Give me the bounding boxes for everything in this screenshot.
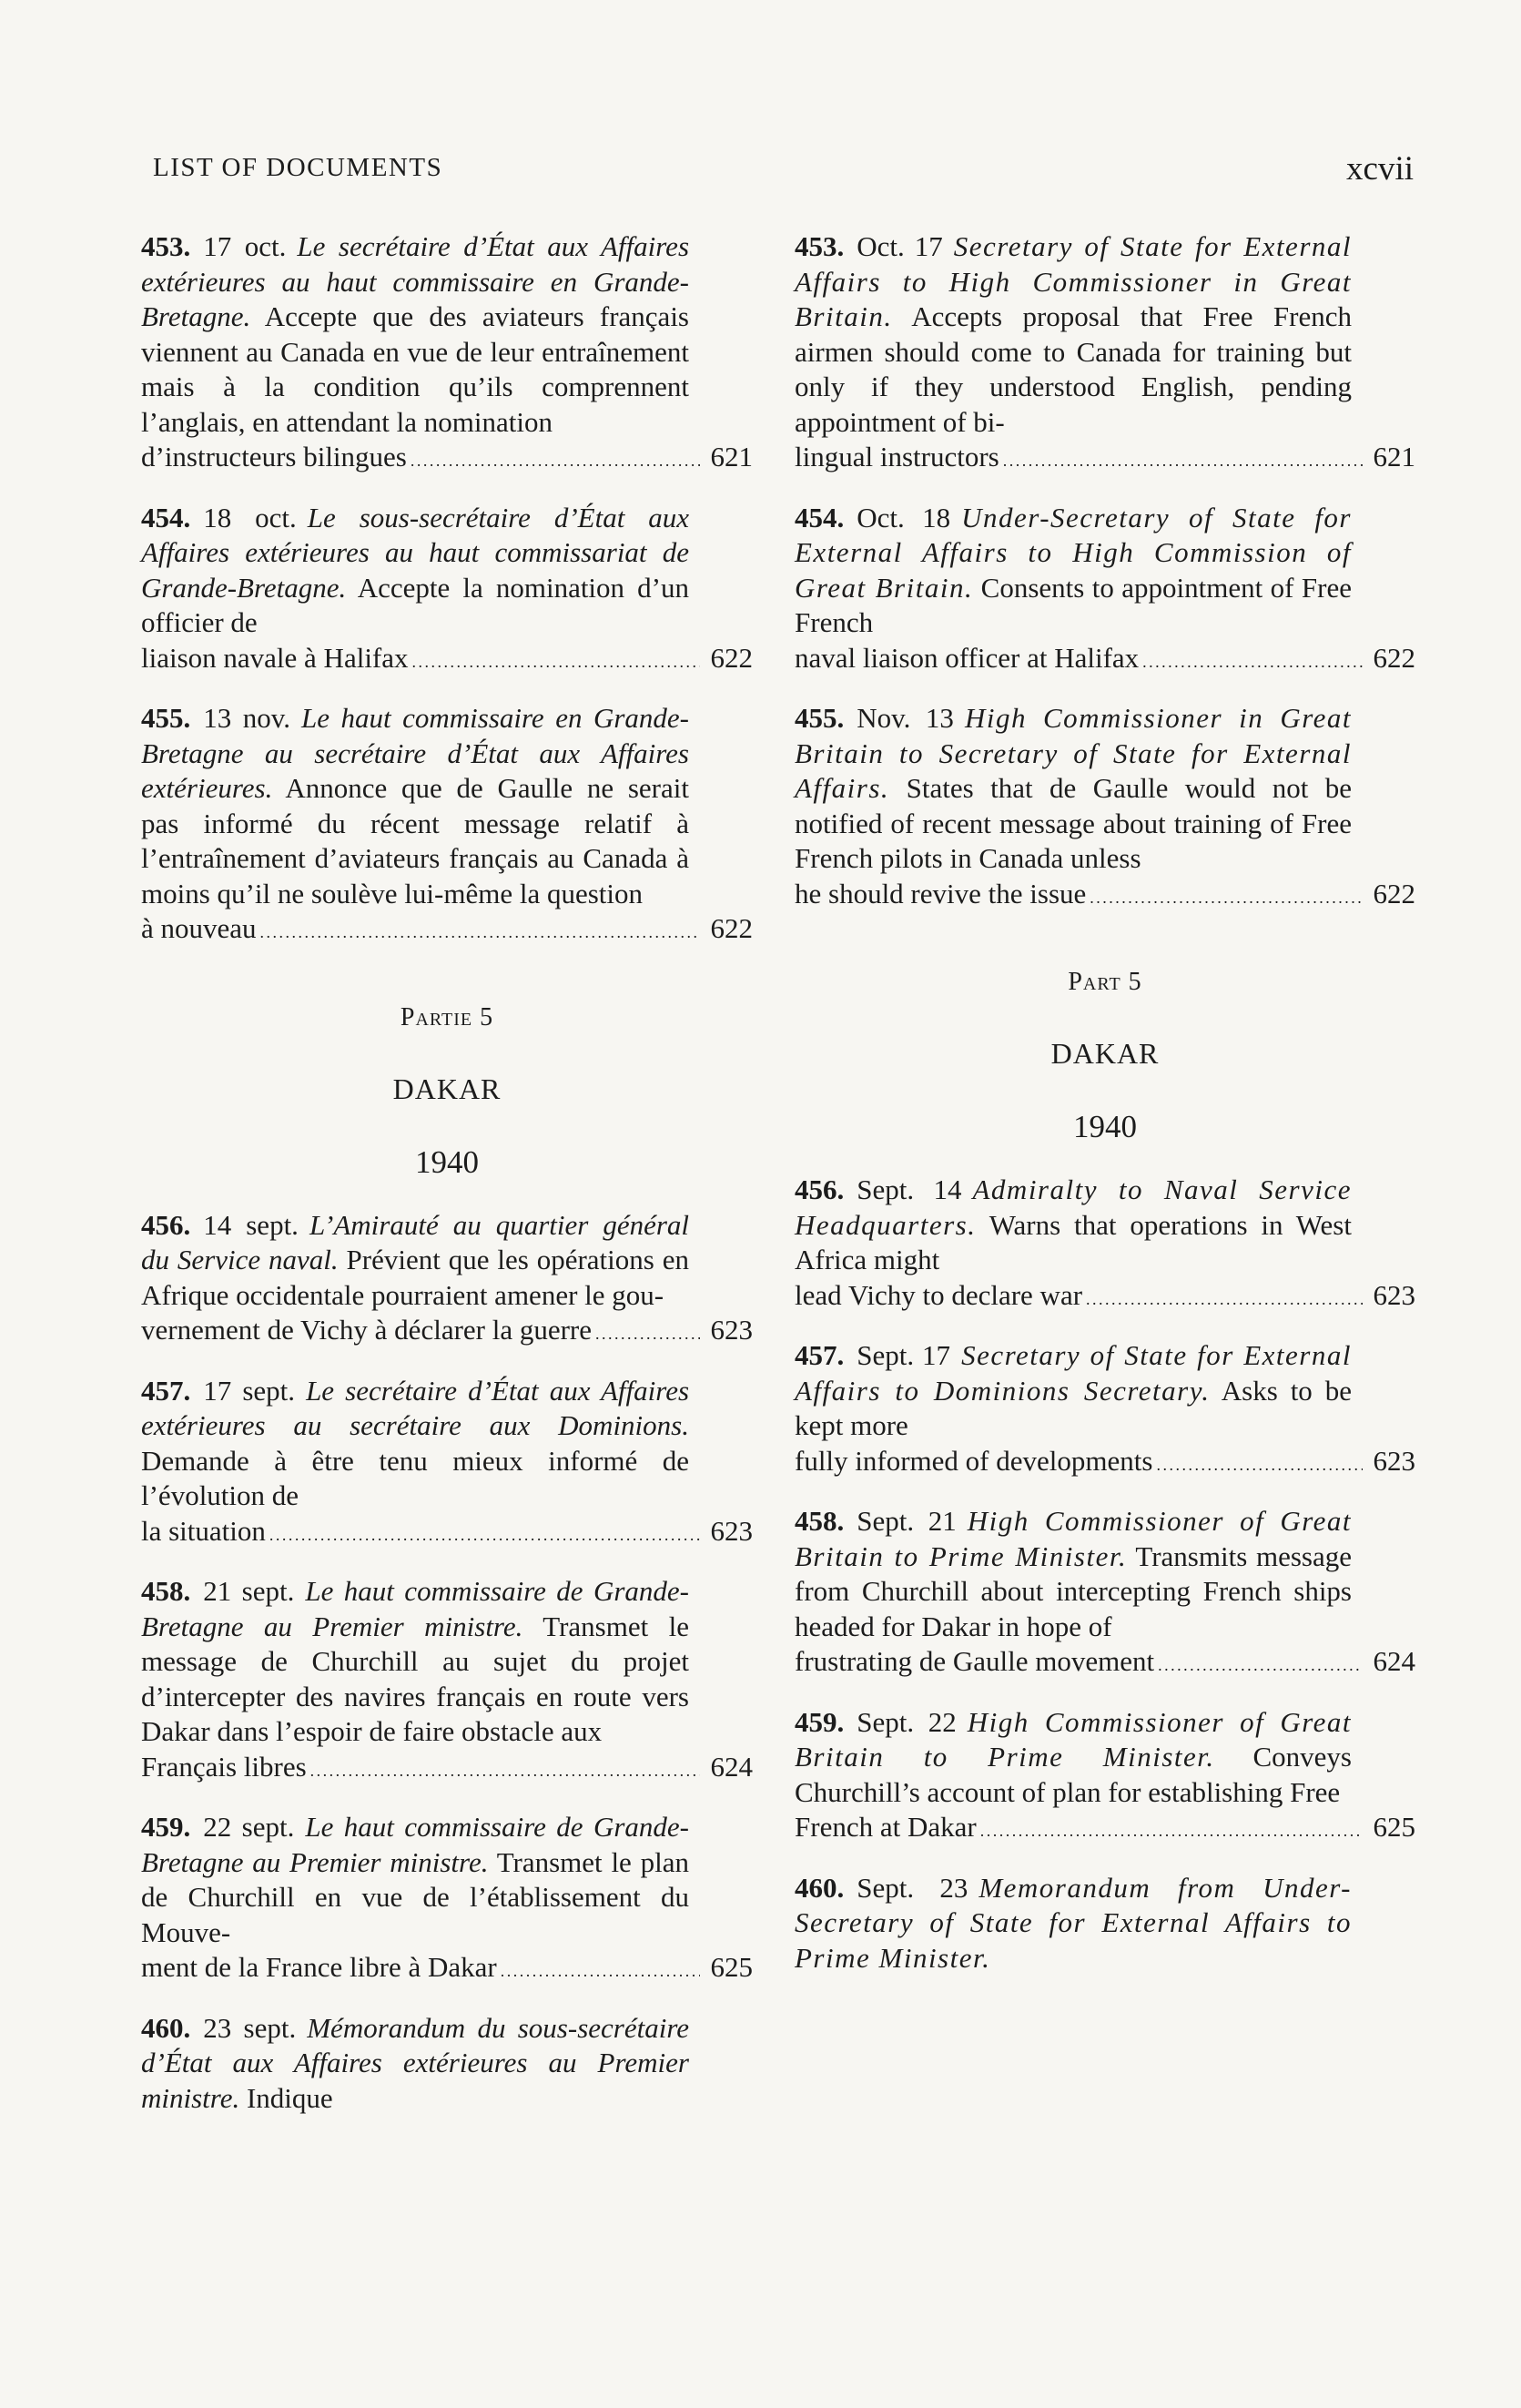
entry-number: 458. [141,1575,191,1607]
entry-summary-end: frustrating de Gaulle movement [795,1645,1155,1677]
entry-summary-end: la situation [141,1514,266,1547]
entry-date: 23 sept. [203,2011,297,2044]
entry-summary-end: vernement de Vichy à déclarer la guerre [141,1314,593,1346]
entry-summary: Transmet le message de Churchill au sujet du projet d’intercepter des navires français en route vers Dakar dans l’espoir de faire obstacle aux [141,1610,689,1747]
entry-number: 453. [141,230,191,262]
entry-number: 460. [141,2011,191,2044]
entry-addressee: Memorandum from Under-Secretary of State for External Affairs to Prime Minister. [795,1871,1352,1974]
entry-page-number: 622 [1373,641,1415,674]
entry-page-number: 623 [1373,1278,1415,1311]
leader-dots [411,440,700,479]
entry-summary: Accepts proposal that Free French airmen should come to Canada for training but only if they understood English, pending appointment of bi- [795,300,1352,438]
entry-last-line [795,1644,1415,1683]
document-entry [141,2011,753,2117]
entry-body [795,1871,1415,1976]
entry-number: 457. [795,1339,845,1371]
leader-dots [980,1810,1363,1849]
entry-body [141,1374,753,1514]
entry-summary: Annonce que de Gaulle ne serait pas informé du récent message relatif à l’entraînement d’aviateurs français au Canada à moins qu’il ne soulève lui-même la question [141,772,689,909]
entry-summary-end: liaison navale à Halifax [141,641,409,674]
entry-summary: Asks to be kept more [795,1374,1352,1441]
entry-body [141,1574,753,1750]
entry-addressee: Admiralty to Naval Service Headquarters. [795,1174,1352,1241]
entry-addressee: Secretary of State for External Affairs to High Commissioner in Great Britain. [795,230,1352,332]
entry-page-number: 623 [710,1514,753,1547]
entry-number: 455. [795,702,845,734]
entry-last-line [141,1313,753,1352]
part-title: DAKAR [1050,1037,1160,1070]
document-entry [795,1504,1415,1683]
entry-last-line [795,440,1415,479]
entry-addressee: Le haut commissaire de Grande-Bretagne au Premier ministre. [141,1575,690,1642]
leader-dots [412,641,700,680]
entry-summary-end: lead Vichy to declare war [795,1278,1083,1311]
entry-body [141,1208,753,1314]
leader-dots [1158,1644,1363,1683]
entry-date: Sept. 22 [857,1705,957,1738]
entry-summary: Consents to appointment of Free French [795,571,1353,638]
entry-number: 454. [141,501,191,533]
entry-body [141,2011,753,2117]
entry-addressee: Under-Secretary of State for External Affairs to High Commission of Great Britain. [795,501,1352,604]
entry-summary: Prévient que les opérations en Afrique occidentale pourraient amener le gou- [141,1244,689,1311]
entry-page-number: 622 [1373,877,1415,909]
entry-number: 456. [795,1174,845,1205]
leader-dots [595,1313,700,1352]
entry-page-number: 624 [710,1750,753,1783]
entry-date: 17 oct. [203,230,287,262]
entry-summary-end: d’instructeurs bilingues [141,441,407,472]
entry-last-line [795,877,1415,916]
leader-dots [1142,641,1363,680]
document-entry [795,1173,1415,1316]
entry-body [141,701,753,911]
entry-last-line [795,1444,1415,1483]
entry-summary-end: he should revive the issue [795,877,1087,909]
leader-dots [260,911,700,950]
english-entries-group-b [795,1173,1415,1976]
part-year: 1940 [415,1143,479,1180]
leader-dots [1090,877,1363,916]
entry-summary-end: lingual instructors [795,441,999,472]
entry-date: 13 nov. [203,702,290,734]
document-entry [795,229,1415,479]
entry-addressee: High Commissioner in Great Britain to Secretary of State for External Affairs. [795,702,1353,804]
entry-body [141,1810,753,1950]
entry-page-number: 621 [1373,441,1415,472]
english-column [795,229,1415,1997]
entry-last-line [141,1950,753,1989]
leader-dots [310,1750,700,1789]
entry-body [795,701,1415,877]
entry-summary: Transmits message from Churchill about intercepting French ships headed for Dakar in hope of [795,1539,1352,1642]
entry-body [141,229,753,440]
part-year: 1940 [1073,1109,1137,1144]
entry-summary: Accepte que des aviateurs français viennent au Canada en vue de leur entraînement mais à la condition qu’ils comprennent l’anglais, en attendant la nomination [141,300,689,438]
entry-summary: Indique [246,2081,333,2114]
entry-body [795,1504,1415,1644]
document-entry [795,1338,1415,1482]
entry-page-number: 624 [1373,1645,1415,1677]
entry-page-number: 622 [710,912,753,944]
entry-last-line [141,1750,753,1789]
entry-date: Sept. 21 [857,1505,957,1537]
entry-number: 455. [141,702,191,734]
entry-number: 456. [141,1208,191,1241]
document-entry [795,1871,1415,1976]
running-title: LIST OF DOCUMENTS [153,153,443,182]
document-entry [795,1705,1415,1849]
leader-dots [1086,1278,1363,1317]
document-entry [141,501,753,680]
entry-date: 14 sept. [203,1208,299,1241]
entry-addressee: Le sous-secrétaire d’État aux Affaires extérieures au haut commissariat de Grande-Bretagne. [141,501,689,604]
entry-summary-end: French at Dakar [795,1811,977,1843]
document-entry [141,1208,753,1352]
entry-last-line [141,440,753,479]
entry-body [795,1173,1415,1278]
entry-number: 459. [141,1811,191,1843]
entry-number: 453. [795,230,845,262]
entry-page-number: 623 [710,1314,753,1346]
entry-summary-end: ment de la France libre à Dakar [141,1951,497,1983]
entry-body [795,501,1415,641]
leader-dots [501,1950,700,1989]
entry-last-line [795,641,1415,680]
entry-number: 459. [795,1705,845,1738]
document-entry [141,701,753,950]
document-entry [141,229,753,479]
entry-date: Oct. 17 [857,230,943,262]
entry-addressee: Le secrétaire d’État aux Affaires extérieures au secrétaire aux Dominions. [141,1374,690,1441]
entry-addressee: Le haut commissaire de Grande-Bretagne au Premier ministre. [141,1811,690,1878]
entry-page-number: 622 [710,641,753,674]
entry-last-line [141,641,753,680]
page-header [153,150,1414,189]
french-entries-group-b [141,1208,753,2117]
entry-date: Sept. 23 [857,1871,968,1904]
entry-body [795,1338,1415,1444]
entry-summary: Accepte la nomination d’un officier de [141,571,689,638]
english-part-heading [795,968,1415,1145]
entry-summary-end: à nouveau [141,912,257,944]
entry-date: Oct. 18 [857,501,951,533]
entry-summary-end: naval liaison officer at Halifax [795,641,1140,674]
entry-body [795,229,1415,440]
part-label: Partie 5 [400,1002,494,1031]
document-entry [795,501,1415,680]
entry-last-line [141,1514,753,1553]
entry-date: Sept. 17 [857,1339,951,1371]
english-entries-group-a [795,229,1415,915]
entry-addressee: Le secrétaire d’État aux Affaires extérieures au haut commissaire en Grande-Bretagne. [141,230,690,332]
entry-page-number: 623 [1373,1444,1415,1477]
french-column [141,229,753,2138]
entry-number: 454. [795,501,845,533]
entry-date: Sept. 14 [857,1174,962,1205]
entry-date: 22 sept. [203,1811,295,1843]
entry-page-number: 625 [1373,1811,1415,1843]
entry-summary: Warns that operations in West Africa might [795,1208,1352,1275]
entry-summary: Transmet le plan de Churchill en vue de l’établissement du Mouve- [141,1845,689,1948]
document-entry [795,701,1415,915]
entry-date: 18 oct. [203,501,297,533]
french-entries-group-a [141,229,753,950]
entry-body [795,1705,1415,1811]
entry-addressee: High Commissioner of Great Britain to Prime Minister. [795,1705,1352,1773]
entry-summary: Demande à être tenu mieux informé de l’évolution de [141,1444,689,1511]
entry-summary: Conveys Churchill’s account of plan for establishing Free [795,1741,1352,1808]
entry-page-number: 621 [710,441,753,472]
leader-dots [1156,1444,1363,1483]
entry-summary: States that de Gaulle would not be notified of recent message about training of Free French pilots in Canada unless [795,772,1353,874]
document-entry [141,1374,753,1553]
entry-body [141,501,753,641]
document-entry [141,1810,753,1989]
entry-summary-end: Français libres [141,1750,307,1783]
entry-date: 21 sept. [203,1575,295,1607]
entry-last-line [141,911,753,950]
entry-addressee: Mémorandum du sous-secrétaire d’État aux Affaires extérieures au Premier ministre. [141,2011,689,2114]
entry-number: 458. [795,1505,845,1537]
document-entry [141,1574,753,1788]
entry-summary-end: fully informed of developments [795,1444,1153,1477]
entry-date: Nov. 13 [857,702,954,734]
entry-addressee: Secretary of State for External Affairs to Dominions Secretary. [795,1339,1352,1407]
french-part-heading [141,1003,753,1181]
entry-number: 460. [795,1871,845,1904]
leader-dots [1003,440,1363,479]
entry-last-line [795,1278,1415,1317]
entry-number: 457. [141,1374,191,1407]
entry-addressee: High Commissioner of Great Britain to Prime Minister. [795,1505,1352,1572]
entry-page-number: 625 [710,1951,753,1983]
leader-dots [269,1514,700,1553]
entry-addressee: L’Amirauté au quartier général du Service naval. [141,1208,690,1275]
part-label: Part 5 [1068,968,1142,996]
entry-addressee: Le haut commissaire en Grande-Bretagne au secrétaire d’État aux Affaires extérieures. [141,702,689,804]
entry-last-line [795,1810,1415,1849]
entry-date: 17 sept. [203,1374,296,1407]
page-number: xcvii [1346,150,1414,188]
part-title: DAKAR [392,1072,502,1105]
